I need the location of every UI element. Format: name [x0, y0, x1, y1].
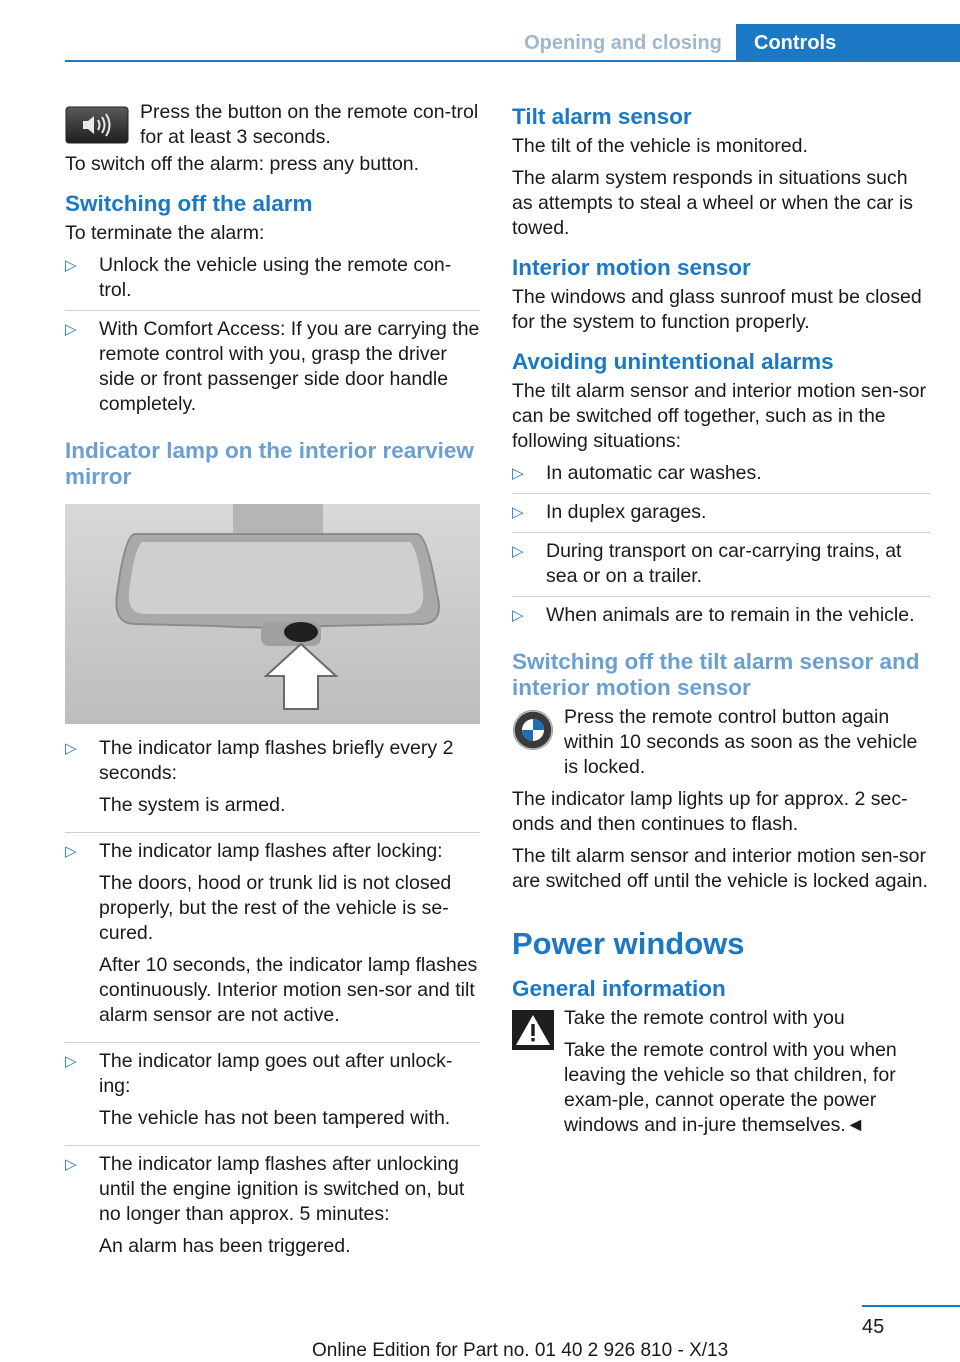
- switch-tilt-text-1: Press the remote control button again within 10 seconds as soon as the vehicle is locked.: [564, 706, 918, 778]
- header-rule: [65, 60, 960, 62]
- triangle-right-icon: ▷: [65, 257, 77, 274]
- indicator-list: [65, 736, 480, 1273]
- triangle-right-icon: ▷: [512, 504, 524, 521]
- rearview-mirror-image: [65, 504, 480, 724]
- list-item-subtext: After 10 seconds, the indicator lamp flashes continuously. Interior motion sen-sor and tilt alarm sensor are not active.: [99, 954, 478, 1026]
- warning-icon: [512, 1010, 554, 1057]
- list-item-subtext: The system is armed.: [99, 794, 286, 816]
- list-item-text: The indicator lamp flashes after unlocking until the engine ignition is switched on, but no longer than approx. 5 minutes:: [99, 1153, 465, 1225]
- bmw-logo-icon: [512, 709, 554, 758]
- switch-off-note: To switch off the alarm: press any button.: [65, 153, 420, 175]
- triangle-right-icon: ▷: [512, 607, 524, 624]
- triangle-right-icon: ▷: [512, 465, 524, 482]
- warning-body-start: Take the remote control with you when leaving the vehicle so that children, for exam-ple, cannot operate the power windows and in-jure themselves.◄: [564, 1039, 897, 1136]
- interior-text: The windows and glass sunroof must be closed for the system to function properly.: [512, 286, 922, 333]
- header-chapter-tab: Controls: [736, 24, 960, 62]
- list-item: [65, 1145, 480, 1273]
- switch-tilt-text-2: The indicator lamp lights up for approx. 2 sec-onds and then continues to flash.: [512, 788, 908, 835]
- heading-interior-motion-sensor: Interior motion sensor: [512, 255, 751, 280]
- terminate-text: To terminate the alarm:: [65, 222, 265, 244]
- bmw-button-instruction: [512, 705, 930, 780]
- heading-switching-off-alarm: Switching off the alarm: [65, 191, 313, 216]
- list-item-text: In duplex garages.: [546, 501, 707, 523]
- right-column: [512, 100, 930, 1145]
- list-item: [65, 253, 480, 310]
- list-item: [512, 461, 930, 493]
- list-item-text: The indicator lamp goes out after unlock-ing:: [99, 1050, 453, 1097]
- warning-title: Take the remote control with you: [564, 1007, 845, 1029]
- list-item-text: Unlock the vehicle using the remote con-trol.: [99, 254, 452, 301]
- speaker-icon: [65, 106, 129, 151]
- list-item: [512, 596, 930, 635]
- avoid-list: [512, 461, 930, 635]
- alarm-button-instruction: [65, 100, 480, 152]
- list-item-text: The indicator lamp flashes after locking:: [99, 840, 443, 862]
- switch-tilt-text-3: The tilt alarm sensor and interior motion sen-sor are switched off until the vehicle is locked again.: [512, 845, 928, 892]
- heading-indicator-lamp: Indicator lamp on the interior rearview mirror: [65, 438, 474, 489]
- heading-power-windows: Power windows: [512, 926, 745, 961]
- left-column: [65, 100, 480, 1273]
- triangle-right-icon: ▷: [65, 1156, 77, 1173]
- triangle-right-icon: ▷: [65, 843, 77, 860]
- list-item-text: During transport on car-carrying trains, at sea or on a trailer.: [546, 540, 902, 587]
- triangle-right-icon: ▷: [65, 1053, 77, 1070]
- list-item-text: With Comfort Access: If you are carrying the remote control with you, grasp the driver side or front passenger side door handle completely.: [99, 318, 480, 415]
- list-item-subtext: The vehicle has not been tampered with.: [99, 1107, 451, 1129]
- list-item-subtext: The doors, hood or trunk lid is not closed properly, but the rest of the vehicle is se-cured.: [99, 872, 452, 944]
- heading-general-information: General information: [512, 976, 726, 1001]
- tilt-text-1: The tilt of the vehicle is monitored.: [512, 135, 808, 157]
- triangle-right-icon: ▷: [512, 543, 524, 560]
- tilt-text-2: The alarm system responds in situations such as attempts to steal a wheel or when the car is towed.: [512, 167, 914, 239]
- list-item: [65, 832, 480, 1042]
- list-item: [65, 310, 480, 424]
- list-item-subtext: An alarm has been triggered.: [99, 1235, 351, 1257]
- warning-block: [512, 1006, 930, 1138]
- footer-edition: Online Edition for Part no. 01 40 2 926 810 - X/13: [312, 1340, 729, 1361]
- header-section-tab: Opening and closing: [524, 32, 722, 54]
- triangle-right-icon: ▷: [65, 321, 77, 338]
- heading-avoiding-alarms: Avoiding unintentional alarms: [512, 349, 834, 374]
- heading-tilt-alarm-sensor: Tilt alarm sensor: [512, 104, 692, 129]
- avoid-text: The tilt alarm sensor and interior motion sen-sor can be switched off together, such as in the following situations:: [512, 380, 927, 452]
- triangle-right-icon: ▷: [65, 740, 77, 757]
- heading-switching-off-tilt: Switching off the tilt alarm sensor and interior motion sensor: [512, 649, 920, 700]
- list-item: [512, 493, 930, 532]
- terminate-list: [65, 253, 480, 424]
- list-item-text: In automatic car washes.: [546, 462, 762, 484]
- list-item-text: The indicator lamp flashes briefly every 2 seconds:: [99, 737, 454, 784]
- list-item-text: When animals are to remain in the vehicle.: [546, 604, 915, 626]
- list-item: [65, 736, 480, 832]
- list-item: [512, 532, 930, 596]
- intro-text: Press the button on the remote con-trol for at least 3 seconds.: [140, 101, 479, 148]
- footer-rule: [862, 1305, 960, 1307]
- list-item: [65, 1042, 480, 1145]
- page-number: 45: [862, 1316, 885, 1338]
